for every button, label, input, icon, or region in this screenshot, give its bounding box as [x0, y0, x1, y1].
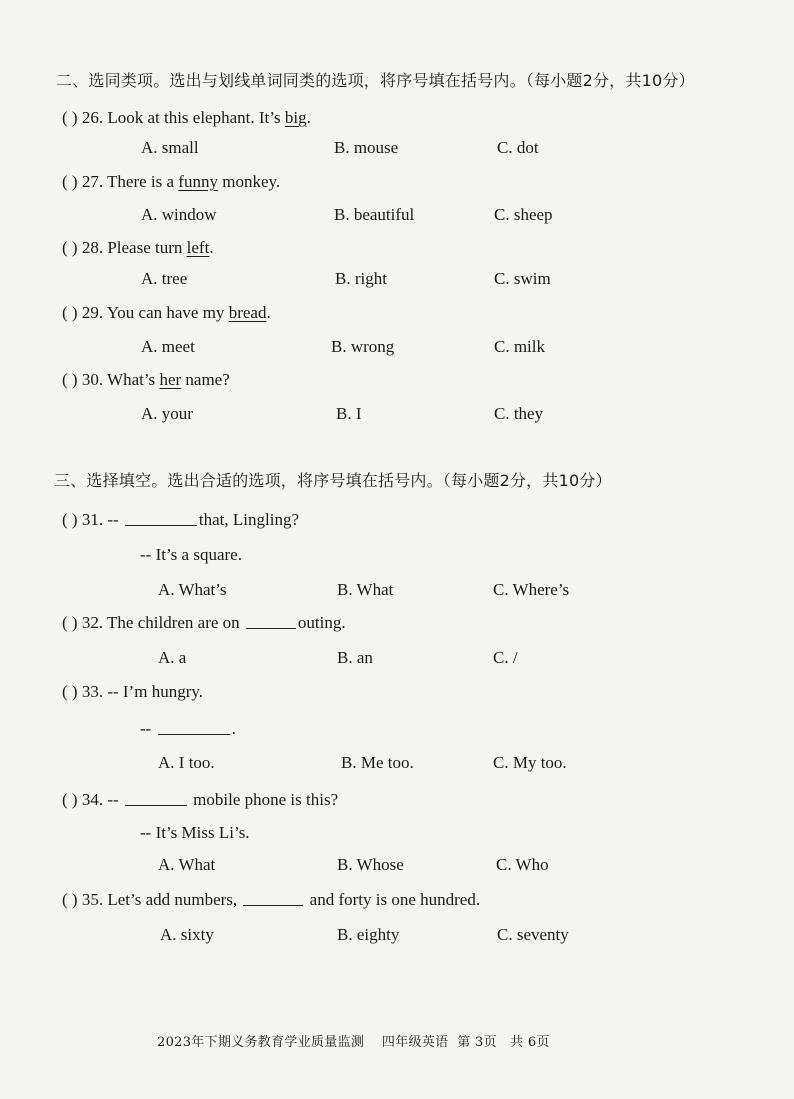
option-b: B. I — [336, 404, 362, 423]
option-a: A. a — [158, 648, 187, 667]
option-a: A. meet — [141, 337, 195, 356]
option-b: B. wrong — [331, 337, 395, 356]
option-b: B. an — [337, 648, 373, 667]
question-text: 30. What’s — [81, 370, 160, 389]
question-35 — [62, 890, 480, 910]
option-c: C. they — [494, 404, 544, 423]
answer-line — [140, 719, 236, 739]
answer-period: . — [231, 719, 236, 738]
question-text: 27. There is a — [81, 172, 179, 191]
option-c: C. My too. — [493, 753, 567, 772]
answer-paren[interactable]: ( ) — [62, 370, 78, 389]
question-text-end: name? — [181, 370, 230, 389]
option-c: C. milk — [494, 337, 546, 356]
question-text-end: . — [306, 108, 311, 127]
option-c: C. Who — [496, 855, 549, 874]
question-text-end: monkey. — [217, 172, 281, 191]
answer-paren[interactable]: ( ) — [62, 890, 78, 909]
option-a: A. What — [158, 855, 216, 874]
fill-blank[interactable] — [125, 524, 197, 526]
option-b: B. mouse — [334, 138, 399, 157]
question-text: 33. -- I’m hungry. — [81, 682, 204, 701]
answer-paren[interactable]: ( ) — [62, 303, 78, 322]
question-text: 34. -- — [81, 790, 123, 809]
option-a: A. your — [141, 404, 193, 423]
option-a: A. small — [141, 138, 199, 157]
question-32 — [62, 613, 346, 633]
option-a: A. sixty — [160, 925, 214, 944]
answer-paren[interactable]: ( ) — [62, 108, 78, 127]
option-c: C. swim — [494, 269, 551, 288]
question-text-end: that, Lingling? — [198, 510, 299, 529]
question-text: 28. Please turn — [81, 238, 187, 257]
answer-paren[interactable]: ( ) — [62, 682, 78, 701]
question-29 — [62, 303, 271, 323]
underlined-word: her — [159, 370, 182, 389]
answer-paren[interactable]: ( ) — [62, 172, 78, 191]
fill-blank[interactable] — [246, 627, 296, 629]
option-b: B. Whose — [337, 855, 404, 874]
option-c: C. seventy — [497, 925, 569, 944]
answer-paren[interactable]: ( ) — [62, 510, 78, 529]
answer-line: -- It’s a square. — [140, 545, 242, 564]
question-28 — [62, 238, 214, 258]
option-b: B. Me too. — [341, 753, 414, 772]
fill-blank[interactable] — [125, 804, 187, 806]
section-2-heading: 二、选同类项。选出与划线单词同类的选项，将序号填在括号内。（每小题2分，共10分） — [56, 71, 695, 90]
option-a: A. window — [141, 205, 217, 224]
question-33 — [62, 682, 203, 702]
question-30 — [62, 370, 230, 390]
option-b: B. eighty — [337, 925, 400, 944]
question-34 — [62, 790, 338, 810]
option-c: C. / — [493, 648, 518, 667]
option-a: A. tree — [141, 269, 188, 288]
option-c: C. dot — [497, 138, 539, 157]
underlined-word: big — [284, 108, 307, 127]
option-a: A. What’s — [158, 580, 227, 599]
answer-dash: -- — [140, 719, 156, 738]
answer-paren[interactable]: ( ) — [62, 790, 78, 809]
answer-paren[interactable]: ( ) — [62, 613, 78, 632]
option-c: C. Where’s — [493, 580, 570, 599]
question-26 — [62, 108, 311, 128]
underlined-word: bread — [228, 303, 267, 322]
question-27 — [62, 172, 280, 192]
question-text-end: . — [266, 303, 271, 322]
underlined-word: funny — [178, 172, 218, 191]
answer-line: -- It’s Miss Li’s. — [140, 823, 250, 842]
option-c: C. sheep — [494, 205, 553, 224]
option-a: A. I too. — [158, 753, 215, 772]
question-text: 31. -- — [81, 510, 123, 529]
option-b: B. What — [337, 580, 394, 599]
question-text: 26. Look at this elephant. It’s — [81, 108, 285, 127]
option-b: B. beautiful — [334, 205, 415, 224]
answer-paren[interactable]: ( ) — [62, 238, 78, 257]
question-31 — [62, 510, 299, 530]
question-text: 32. The children are on — [81, 613, 244, 632]
fill-blank[interactable] — [243, 904, 303, 906]
question-text-end: mobile phone is this? — [188, 790, 339, 809]
page-footer: 2023年下期义务教育学业质量监测 四年级英语 第 3页 共 6页 — [157, 1035, 550, 1050]
section-3-heading: 三、选择填空。选出合适的选项，将序号填在括号内。（每小题2分，共10分） — [54, 471, 612, 490]
fill-blank[interactable] — [158, 733, 230, 735]
question-text-end: . — [209, 238, 214, 257]
question-text-end: outing. — [297, 613, 346, 632]
question-text: 29. You can have my — [81, 303, 229, 322]
option-b: B. right — [335, 269, 387, 288]
question-text: 35. Let’s add numbers, — [81, 890, 242, 909]
underlined-word: left — [186, 238, 210, 257]
question-text-end: and forty is one hundred. — [305, 890, 481, 909]
